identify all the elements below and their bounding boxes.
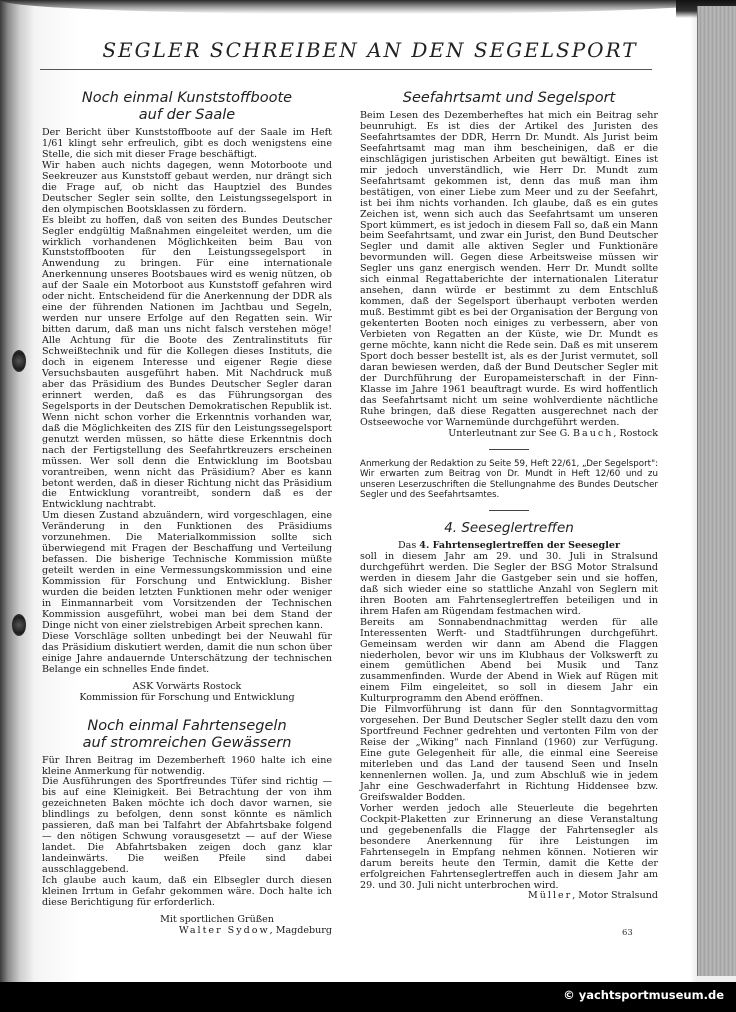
paragraph: Diese Vorschläge sollten unbedingt bei der Neuwahl für das Präsidium diskutiert werden, damit die nun schon über einige Jahre andauernde Unterschätzung der technischen Belange ein schnelles Ende findet. bbox=[42, 630, 332, 675]
article-seefahrtsamt bbox=[360, 90, 658, 440]
article-headline: 4. Seeseglertreffen bbox=[444, 519, 574, 536]
author-place: , Motor Stralsund bbox=[572, 890, 658, 902]
author-rank: Unterleutnant zur See G. bbox=[448, 427, 574, 439]
article-headline bbox=[42, 90, 332, 124]
author-place: , Rostock bbox=[613, 427, 658, 439]
author-name: Walter Sydow bbox=[178, 924, 270, 936]
paragraph: Vorher werden jedoch alle Steuerleute die begehrten Cockpit-Plaketten zur Erinnerung an diese Veranstaltung und gegebenenfalls die Flagge der Fahrtensegler als besondere Anerkennung für ihre Leistungen im Fahrtensegeln in Empfang nehmen können. Notieren wir darum bereits heute den Termin, damit die Kette der erfolgreichen Fahrtenseglertreffen auch in diesem Jahr am 29. und 30. Juli nicht unterbrochen wird. bbox=[360, 802, 658, 891]
signature bbox=[360, 429, 658, 440]
paragraph: Wir haben auch nichts dagegen, wenn Motorboote und Seekreuzer aus Kunststoff gebaut werden, nur drängt sich die Frage auf, ob nicht das Hauptziel des Bundes Deutscher Segler sein sollte, den Leistungssegelsport in den olympischen Bootsklassen zu fördern. bbox=[42, 159, 332, 215]
page-masthead: SEGLER SCHREIBEN AN DEN SEGELSPORT bbox=[102, 38, 638, 62]
page-stack-edge bbox=[697, 6, 736, 976]
paragraph: soll in diesem Jahr am 29. und 30. Juli in Stralsund durchgeführt werden. Die Segler der BSG Motor Stralsund werden in diesem Jahr die Gastgeber sein und sie hoffen, daß sich wieder eine so stattliche Anzahl von Seglern mit ihren Booten am Fahrtenseglertreffen beteiligen und in ihrem Hafen am Rügendam festmachen wird. bbox=[360, 550, 658, 617]
author-name: Bauch bbox=[573, 427, 614, 439]
binding-hole-icon bbox=[12, 614, 26, 636]
paragraph: Ich glaube auch kaum, daß ein Elbsegler durch diesen kleinen Irrtum in Gefahr gekommen wäre. Doch halte ich diese Berichtigung für erforderlich. bbox=[42, 875, 332, 908]
right-column bbox=[360, 90, 658, 902]
masthead-rule bbox=[40, 69, 652, 70]
paragraph: Die Ausführungen des Sportfreundes Tüfer sind richtig — bis auf eine Kleinigkeit. Bei Betrachtung der von ihm gezeichneten Baken möchte ich doch davor warnen, sie blindlings zu befolgen, denn sonst könnte es nämlich passieren, daß man bei Talfahrt der Abfahrtsbake folgend — den nötigen Schwung vorausgesetzt — auf der Wiese landet. Die Abfahrtsbaken zeigen doch ganz klar landeinwärts. Die weißen Pfeile sind dabei ausschlaggebend. bbox=[42, 776, 332, 876]
paragraph: Für Ihren Beitrag im Dezemberheft 1960 halte ich eine kleine Anmerkung für notwendig. bbox=[42, 754, 332, 777]
article-kunststoffboote bbox=[42, 90, 332, 704]
page-number: 63 bbox=[622, 928, 633, 938]
editor-note: Anmerkung der Redaktion zu Seite 59, Heft 22/61, „Der Segelsport": Wir erwarten zum Beitrag von Dr. Mundt in Heft 12/60 und zu unseren Leserzuschriften die Stellungnahme des Bundes Deutscher Segler und des Seefahrtsamtes. bbox=[360, 458, 658, 501]
headline-line: auf der Saale bbox=[138, 107, 236, 123]
paragraph: Beim Lesen des Dezemberheftes hat mich ein Beitrag sehr beunruhigt. Es ist dies der Artikel des Juristen des Seefahrtsamtes der DDR, Herrn Dr. Mundt. Als Jurist beim Seefahrtsamt mag man ihm bescheinigen, daß er die einschlägigen juristischen Arbeiten gut bewältigt. Eines ist mir jedoch unverständlich, wie Herr Dr. Mundt zum Seefahrtsamt gekommen ist, denn das muß man ihm bestätigen, von einer Liebe zum Meer und zu der Seefahrt, ist bei ihm nichts vorhanden. Ich glaube, daß es ein gutes Zeichen ist, wenn sich auch das Seefahrtsamt um unseren Sport kümmert, es ist jedoch in diesem Fall so, daß ein Mann beim Seefahrtsamt, und zwar ein Jurist, den Bund Deutscher Segler und damit alle aktiven Segler und Funktionäre bevormunden will. Gegen diese Arbeitsweise müssen wir Segler uns ganz energisch wenden. Herr Dr. Mundt sollte sich einmal Regattaberichte der internationalen Literatur ansehen, dann würde er bestimmt zu dem Entschluß kommen, daß der Segelsport überhaupt verboten werden muß. Bestimmt gibt es bei der Organisation der Bergung von gekenterten Booten noch einiges zu verbessern, aber von Verbieten von Regatten an der Küste, wie Dr. Mundt es gerne möchte, kann nicht die Rede sein. Daß es mit unserem Sport doch besser bestellt ist, als es der Jurist vermutet, soll daran bewiesen werden, daß der Bund Deutscher Segler mit der Durchführung der Europameisterschaft in der Finn-Klasse im Jahre 1961 beauftragt wurde. Es wird hoffentlich das Seefahrtsamt nicht um seine wohlverdiente nächtliche Ruhe bringen, daß diese Regatten ausgerechnet nach der Ostseewoche vor Warnemünde durchgeführt werden. bbox=[360, 110, 658, 428]
signature-commission: Kommission für Forschung und Entwicklung bbox=[79, 691, 295, 703]
article-seeseglertreffen bbox=[360, 520, 658, 902]
lead-prefix: Das bbox=[398, 539, 420, 551]
headline-line: auf stromreichen Gewässern bbox=[82, 734, 292, 751]
author-name: Müller bbox=[527, 890, 573, 902]
left-column bbox=[42, 90, 332, 937]
headline-line: Noch einmal Fahrtensegeln bbox=[87, 717, 287, 734]
paragraph: Um diesen Zustand abzuändern, wird vorgeschlagen, eine Veränderung in den Funktionen des Präsidiums vorzunehmen. Die Materialkommission sollte sich überwiegend mit Fragen der Beschaffung und Verteilung befassen. Die bisherige Technische Kommission müßte geteilt werden in eine Vermessungskommission und eine Kommission für Forschung und Entwicklung. Bisher wurden die beiden letzten Funktionen mehr oder weniger in Einmannarbeit vom Vorsitzenden der Technischen Kommission ausgeführt, wobei man bei dem Stand der Dinge nicht von einer zielstrebigen Arbeit sprechen kann. bbox=[42, 510, 332, 631]
headline-line: Noch einmal Kunststoffboote bbox=[81, 90, 293, 106]
article-fahrtensegeln bbox=[42, 718, 332, 937]
section-divider bbox=[489, 449, 529, 450]
lead-bold: 4. Fahrtenseglertreffen der Seesegler bbox=[419, 539, 620, 551]
paragraph: Es bleibt zu hoffen, daß von seiten des Bundes Deutscher Segler endgültig Maßnahmen eingeleitet werden, um die wirklich vorhandenen Möglichkeiten beim Bau von Kunststoffbooten für den Leistungssegelsport in Anwendung zu bringen. Für eine internationale Anerkennung unseres Bootsbaues wird es wenig nützen, ob auf der Saale ein Motorboot aus Kunststoff gefahren wird oder nicht. Entscheidend für die Anerkennung der DDR als eine der führenden Nationen im Jachtbau und Segeln, werden nur unsere Erfolge auf den Regatten sein. Wir bitten darum, daß man uns nicht falsch verstehen möge! Alle Achtung für die Boote des Zentralinstituts für Schweißtechnik und für die Kollegen dieses Instituts, die doch in eigenem Interesse und eigener Regie diese Versuchsbauten ausgeführt haben. Mit Nachdruck muß aber das Präsidium des Bundes Deutscher Segler daran erinnert werden, daß es das Führungsorgan des Segelsports in der Deutschen Demokratischen Republik ist. Wenn nicht schon vorher die Erkenntnis vorhanden war, daß die Möglichkeiten des ZIS für den Leistungssegelsport genutzt werden müssen, so hätte diese Erkenntnis doch nach der Fertigstellung des Seefahrtkreuzers erscheinen müssen. Wer soll denn die Entwicklung im Bootsbau vorantreiben, wenn nicht das Präsidium? Aber es kann betont werden, daß in dieser Richtung nicht das Präsidium die Entwicklung vorantreibt, sondern daß es der Entwicklung nachtrabt. bbox=[42, 214, 332, 511]
signature-organization: ASK Vorwärts Rostock bbox=[132, 680, 242, 692]
binding-hole-icon bbox=[12, 350, 26, 372]
paragraph: Bereits am Sonnabendnachmittag werden für alle Interessenten Werft- und Stadtführungen durchgeführt. Gemeinsam werden wir dann am Abend die Flaggen niederholen, bevor wir uns im Klubhaus der Volkswerft zu einem gemütlichen Abend bei Musik und Tanz zusammenfinden. Wurde der Abend in Wiek auf Rügen mit einem Film eingeleitet, so soll in diesem Jahr ein Kulturprogramm den Abend eröffnen. bbox=[360, 616, 658, 705]
book-gutter-shadow bbox=[0, 0, 34, 1012]
closing-greeting: Mit sportlichen Grüßen bbox=[160, 913, 274, 925]
page-top-shadow bbox=[0, 0, 736, 14]
signature bbox=[360, 891, 658, 902]
article-headline: Seefahrtsamt und Segelsport bbox=[402, 90, 616, 106]
section-divider bbox=[489, 510, 529, 511]
copyright-watermark: © yachtsportmuseum.de bbox=[563, 988, 724, 1002]
paragraph: Die Filmvorführung ist dann für den Sonntagvormittag vorgesehen. Der Bund Deutscher Segler stellt dazu den vom Sportfreund Fechner gedrehten und vertonten Film von der Reise der „Wiking" nach Finnland (1960) zur Verfügung. Eine gute Gelegenheit für alle, die einmal eine Seereise miterleben und das Land der tausend Seen und Inseln kennenlernen wollen. Ja, und zum Abschluß wie in jedem Jahr eine Geschwaderfahrt in Richtung Hiddensee bzw. Greifswalder Bodden. bbox=[360, 704, 658, 803]
author-place: , Magdeburg bbox=[269, 924, 332, 936]
signature bbox=[42, 926, 332, 937]
article-headline bbox=[42, 718, 332, 752]
paragraph: Der Bericht über Kunststoffboote auf der Saale im Heft 1/61 klingt sehr erfreulich, gibt es doch wenigstens eine Stelle, die sich mit dieser Frage beschäftigt. bbox=[42, 127, 332, 160]
